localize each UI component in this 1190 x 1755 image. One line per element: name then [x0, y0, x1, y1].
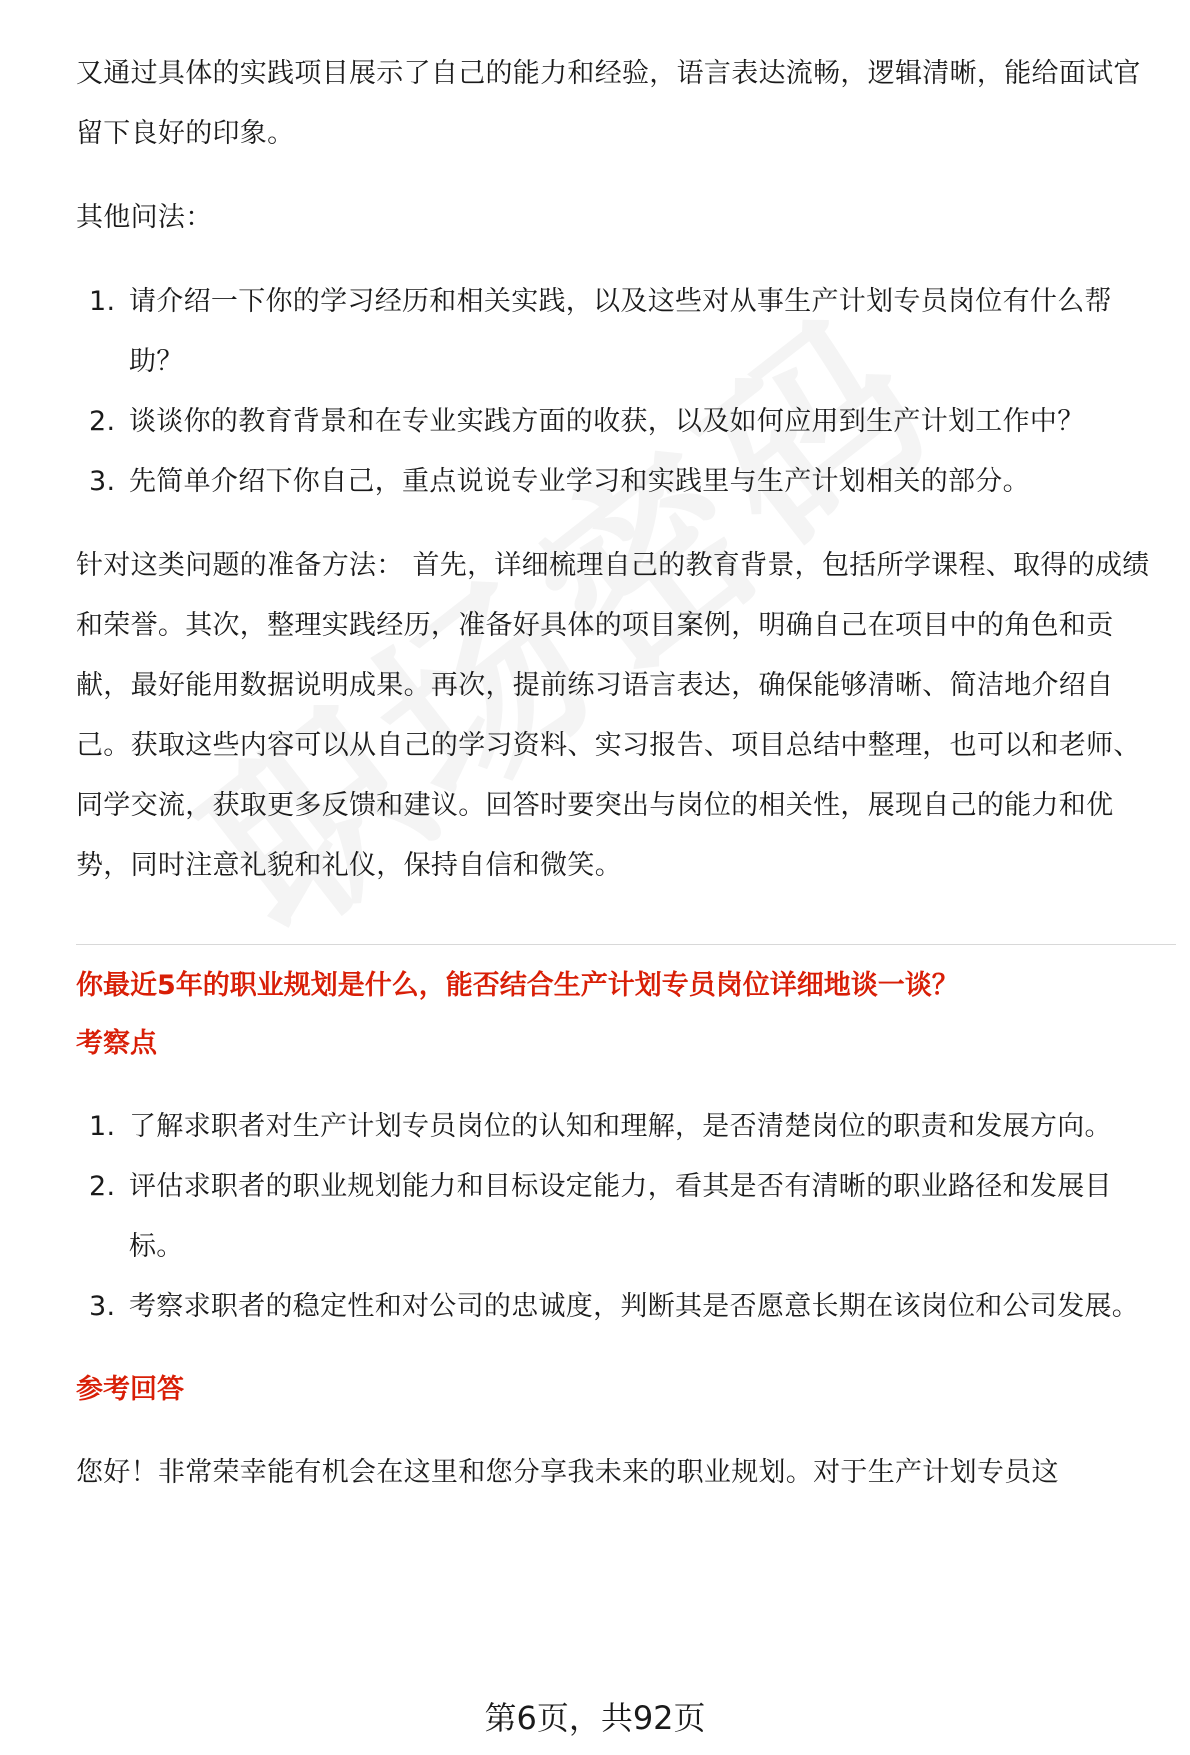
list-number: 2. — [89, 1171, 116, 1202]
list-item-text: 先简单介绍下你自己，重点说说专业学习和实践里与生产计划相关的部分。 — [129, 466, 1030, 497]
list-number: 3. — [89, 1291, 116, 1322]
list-item-text: 了解求职者对生产计划专员岗位的认知和理解，是否清楚岗位的职责和发展方向。 — [129, 1111, 1112, 1142]
list-number: 3. — [89, 466, 116, 497]
list-number: 2. — [89, 406, 116, 437]
page-footer: 第6页，共92页 — [484, 1699, 706, 1737]
list-item — [76, 1097, 1162, 1157]
list-item-text: 请介绍一下你的学习经历和相关实践，以及这些对从事生产计划专员岗位有什么帮助？ — [129, 286, 1112, 377]
answer-paragraph: 您好！非常荣幸能有机会在这里和您分享我未来的职业规划。对于生产计划专员这 — [76, 1457, 1059, 1488]
list-number: 1. — [89, 286, 116, 317]
focus-label: 考察点 — [76, 1028, 157, 1059]
list-item — [76, 1277, 1162, 1337]
list-item-text: 谈谈你的教育背景和在专业实践方面的收获，以及如何应用到生产计划工作中？ — [129, 406, 1085, 437]
list-item-text: 考察求职者的稳定性和对公司的忠诚度，判断其是否愿意长期在该岗位和公司发展。 — [129, 1291, 1140, 1322]
other-questions-list — [76, 272, 1162, 512]
list-item — [76, 1157, 1162, 1277]
prep-paragraph: 针对这类问题的准备方法： 首先，详细梳理自己的教育背景，包括所学课程、取得的成绩和荣誉。其次，整理实践经历，准备好具体的项目案例，明确自己在项目中的角色和贡献，最好能用数据说明成果。再次，提前练习语言表达，确保能够清晰、简洁地介绍自己。获取这些内容可以从自己的学习资料、实习报告、项目总结中整理，也可以和老师、同学交流，获取更多反馈和建议。回答时要突出与岗位的相关性，展现自己的能力和优势，同时注意礼貌和礼仪，保持自信和微笑。 — [76, 550, 1150, 881]
question-heading: 你最近5年的职业规划是什么，能否结合生产计划专员岗位详细地谈一谈？ — [76, 970, 959, 1001]
other-questions-label: 其他问法： — [76, 202, 213, 233]
list-item — [76, 452, 1162, 512]
page-content — [76, 44, 1162, 1503]
list-item — [76, 392, 1162, 452]
focus-list — [76, 1097, 1162, 1337]
intro-paragraph: 又通过具体的实践项目展示了自己的能力和经验，语言表达流畅，逻辑清晰，能给面试官留下良好的印象。 — [76, 58, 1141, 149]
answer-label: 参考回答 — [76, 1374, 184, 1405]
list-item-text: 评估求职者的职业规划能力和目标设定能力，看其是否有清晰的职业路径和发展目标。 — [129, 1171, 1112, 1262]
list-item — [76, 272, 1162, 392]
list-number: 1. — [89, 1111, 116, 1142]
